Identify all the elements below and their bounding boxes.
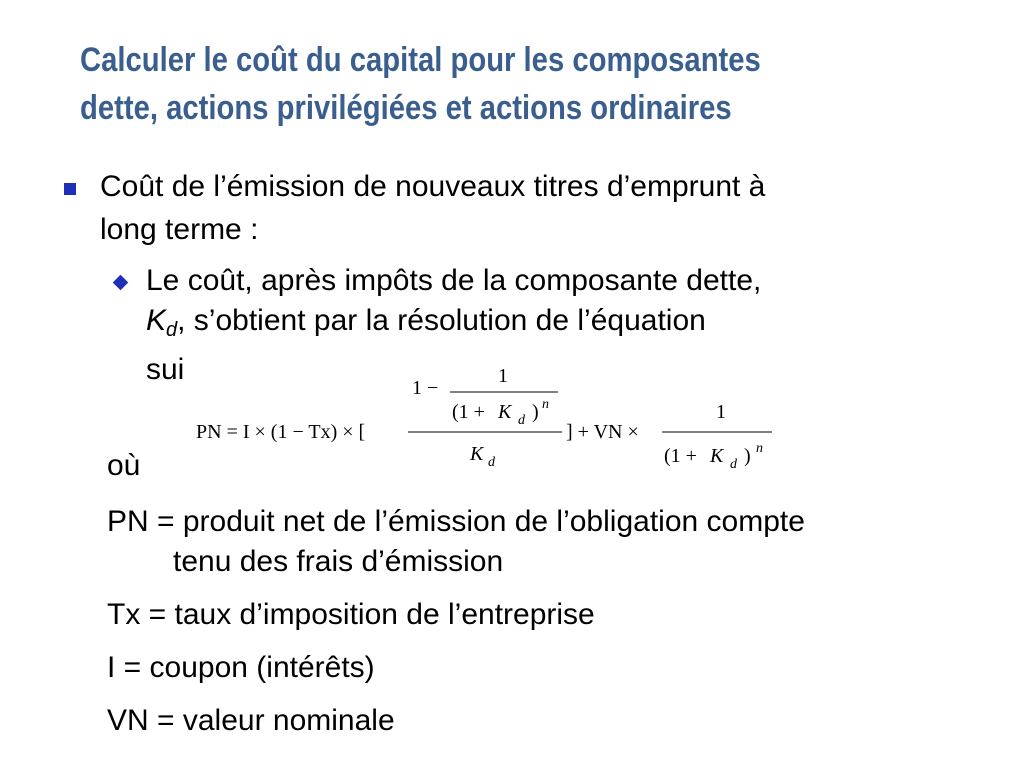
diamond-bullet-icon: [113, 275, 129, 291]
eq-one-minus: 1 −: [412, 377, 439, 399]
eq-inner-exp: n: [542, 397, 549, 412]
bullet-2-line-3: sui: [146, 353, 185, 386]
eq-bottom-sub: d: [488, 455, 495, 470]
def-vn: VN = valeur nominale: [107, 704, 395, 737]
eq-inner-den-k: K: [498, 401, 512, 423]
eq-right-exp: n: [756, 441, 763, 456]
slide-title: [80, 36, 854, 132]
square-bullet-icon: [64, 183, 76, 195]
eq-bottom-k: K: [470, 443, 484, 465]
eq-right-den-close: ): [744, 445, 751, 467]
def-i: I = coupon (intérêts): [107, 651, 375, 684]
eq-mid: ] + VN ×: [566, 421, 639, 443]
def-tx: Tx = taux d’imposition de l’entreprise: [107, 598, 595, 631]
bullet-1-line-1: Coût de l’émission de nouveaux titres d’emprunt à: [100, 170, 766, 203]
def-pn-line-2: tenu des frais d’émission: [173, 545, 504, 578]
kd-symbol: [146, 304, 178, 341]
eq-inner-den-open: (1 +: [452, 401, 485, 423]
kd-subscript: d: [166, 319, 178, 341]
eq-right-den-k: K: [710, 445, 724, 467]
bullet-2-line-1: Le coût, après impôts de la composante dette,: [146, 264, 762, 297]
eq-inner-den-close: ): [532, 401, 539, 423]
eq-inner-numerator: 1: [498, 365, 508, 387]
title-line-2: dette, actions privilégiées et actions ordinaires: [80, 89, 732, 127]
eq-right-den-open: (1 +: [664, 445, 697, 467]
def-ou: où: [107, 449, 141, 482]
bullet-2-line-2-rest: , s’obtient par la résolution de l’équation: [177, 304, 706, 337]
def-pn-line-1: PN = produit net de l’émission de l’obligation compte: [107, 505, 805, 538]
eq-inner-den-sub: d: [518, 413, 525, 428]
bullet-1-line-2: long terme :: [100, 213, 259, 246]
kd-letter: K: [146, 304, 167, 337]
bullet-1-text: [100, 165, 980, 251]
eq-right-den-sub: d: [730, 457, 737, 472]
eq-right-numerator: 1: [716, 401, 726, 423]
eq-lhs: PN = I × (1 − Tx) × [: [196, 421, 366, 443]
bullet-2-line-2: [146, 301, 946, 350]
definitions: [107, 446, 1007, 741]
title-line-1: Calculer le coût du capital pour les composantes: [80, 41, 761, 79]
